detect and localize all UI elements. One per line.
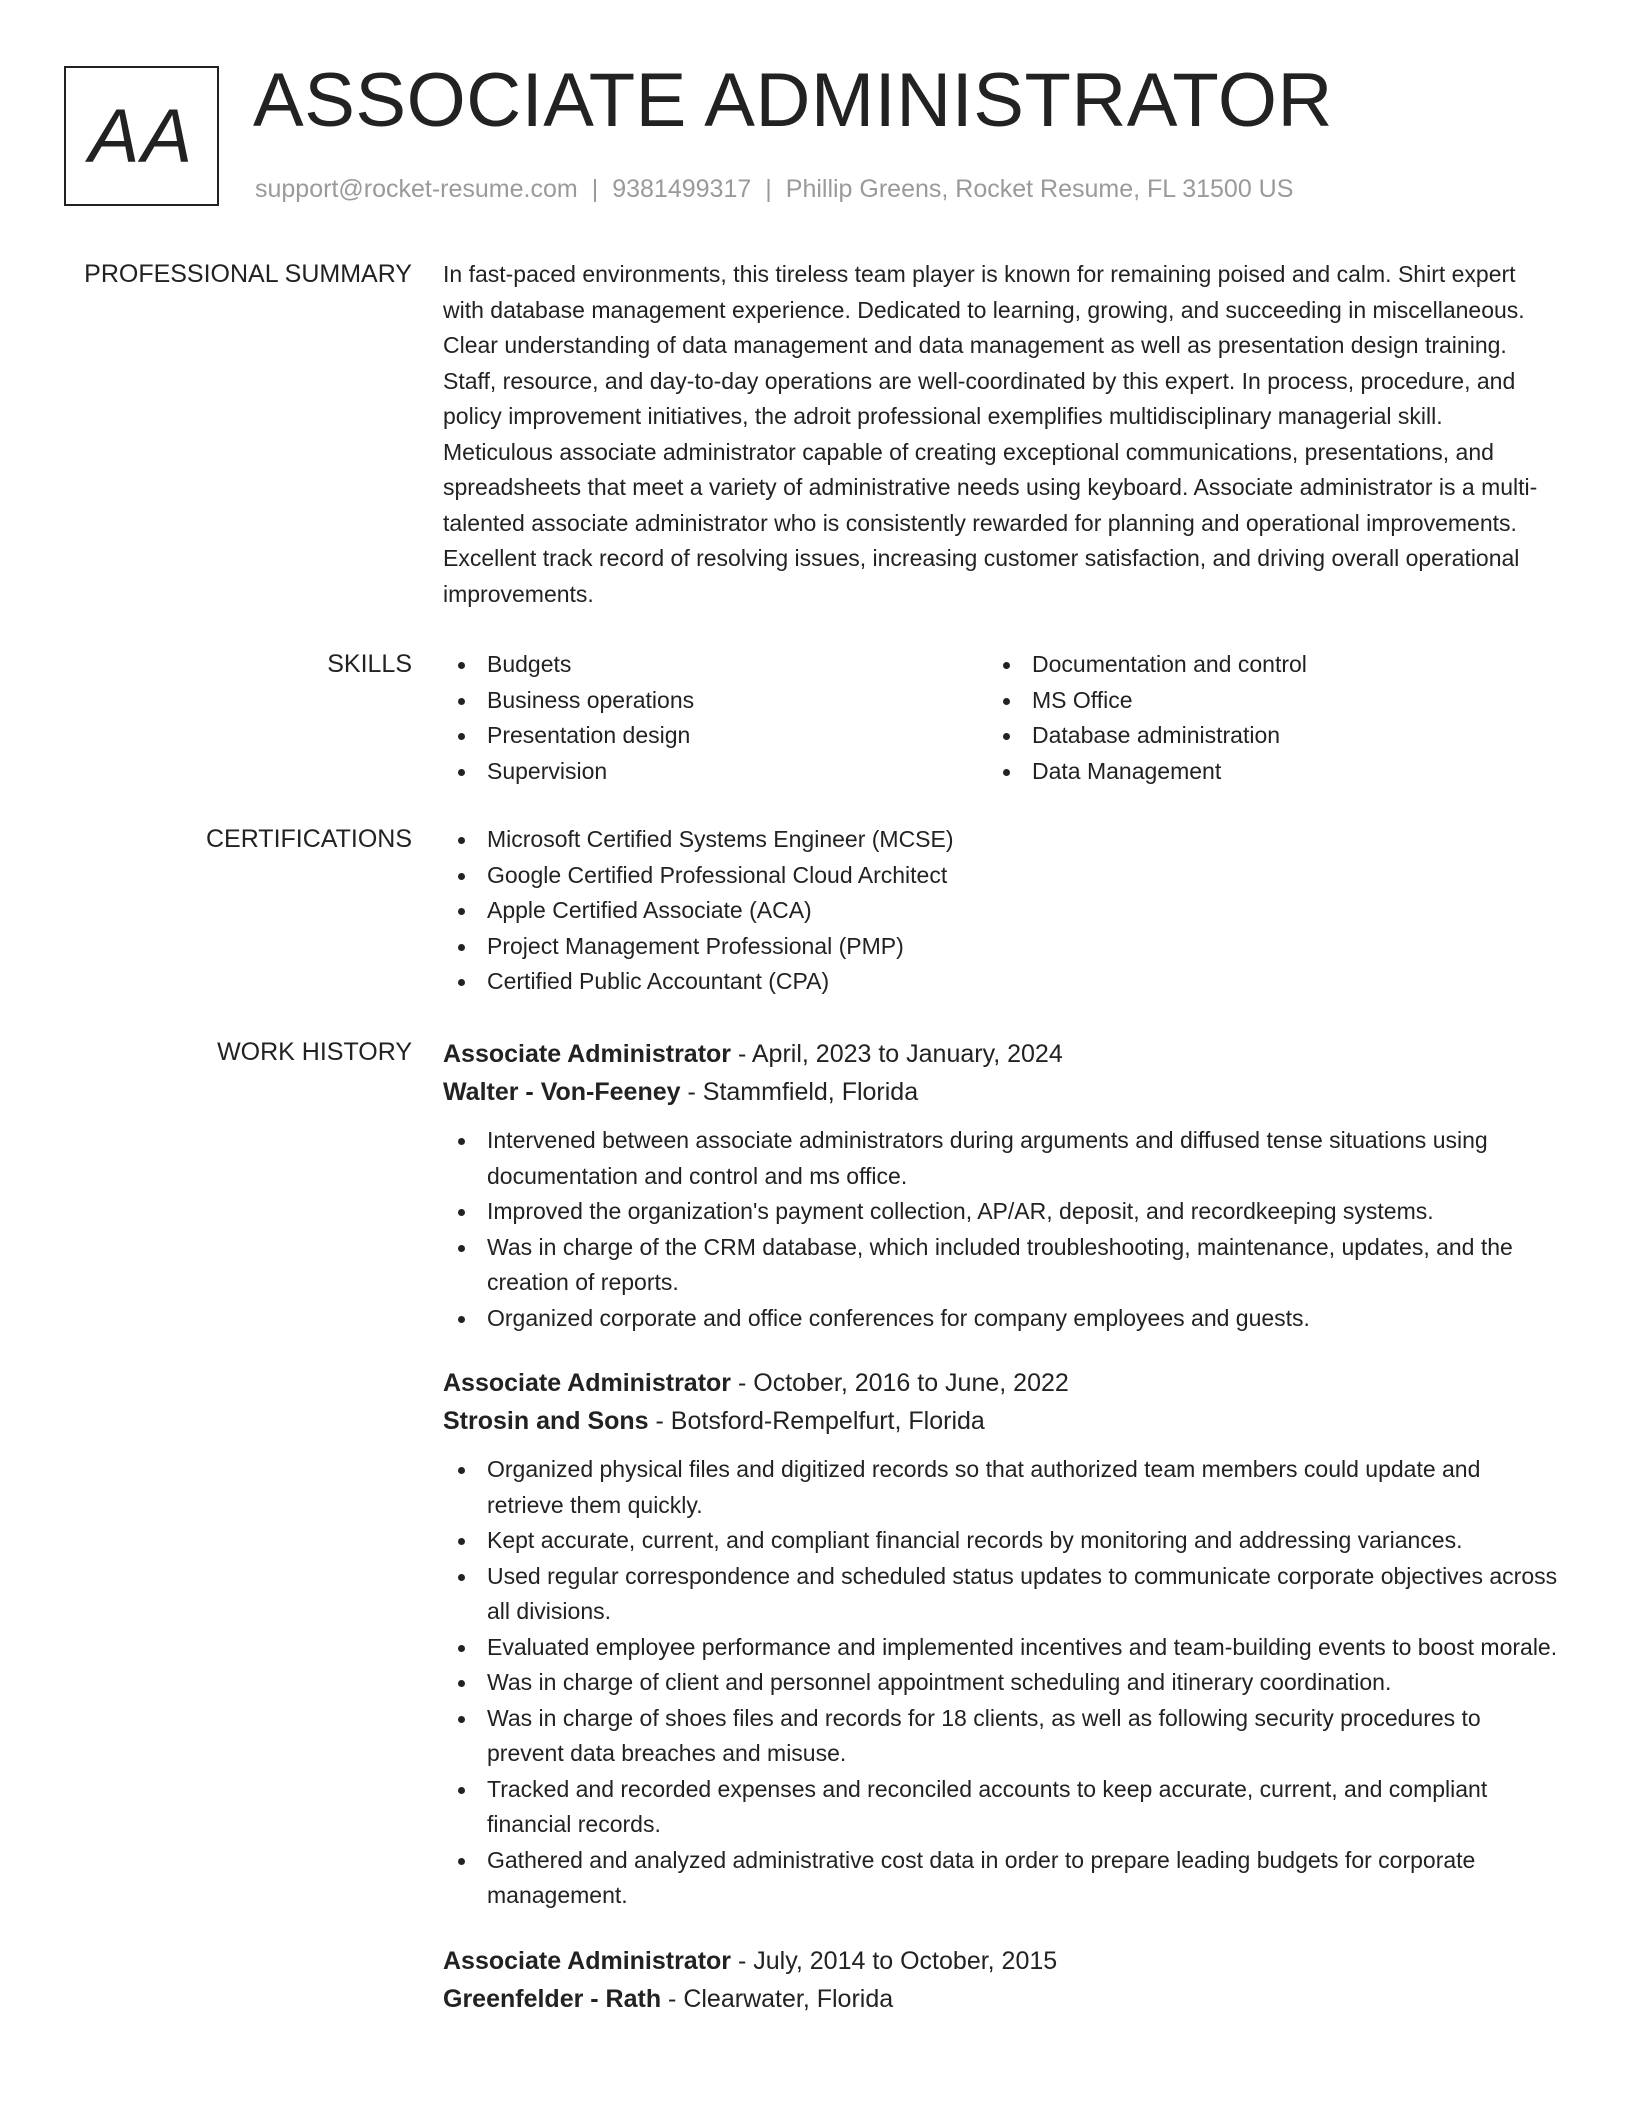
contact-separator: |	[591, 175, 599, 203]
job-company-line	[443, 1402, 1558, 1440]
skills-heading: SKILLS	[327, 650, 412, 678]
certification-item: Apple Certified Associate (ACA)	[443, 893, 1558, 929]
job-entry	[443, 1035, 1558, 1336]
job-duty: Organized physical files and digitized records so that authorized team members could update and retrieve them quickly.	[443, 1452, 1558, 1523]
job-duty: Used regular correspondence and scheduled status updates to communicate corporate objectives across all divisions.	[443, 1559, 1558, 1630]
job-entry	[443, 1364, 1558, 1914]
job-title: Associate Administrator	[443, 1369, 732, 1397]
certification-item: Project Management Professional (PMP)	[443, 929, 1558, 965]
job-entry	[443, 1942, 1558, 2018]
skill-item: Database administration	[988, 718, 1533, 754]
job-duty: Tracked and recorded expenses and reconciled accounts to keep accurate, current, and compliant financial records.	[443, 1772, 1558, 1843]
job-duties-list	[443, 1123, 1558, 1336]
skill-item: MS Office	[988, 683, 1533, 719]
contact-line	[255, 173, 1293, 205]
contact-phone[interactable]: 9381499317	[612, 175, 752, 203]
skills-grid	[443, 647, 1558, 789]
job-duty: Was in charge of client and personnel appointment scheduling and itinerary coordination.	[443, 1665, 1558, 1701]
skill-item: Business operations	[443, 683, 988, 719]
job-duty: Organized corporate and office conferences for company employees and guests.	[443, 1301, 1558, 1337]
skills-list-left	[443, 647, 988, 789]
job-title: Associate Administrator	[443, 1946, 732, 1975]
certification-item: Certified Public Accountant (CPA)	[443, 964, 1558, 1000]
resume-name: ASSOCIATE ADMINISTRATOR	[253, 58, 1333, 143]
job-title-line	[443, 1942, 1558, 1980]
summary-heading: PROFESSIONAL SUMMARY	[84, 260, 412, 288]
job-duty: Was in charge of shoes files and records for 18 clients, as well as following security procedures to prevent data breaches and misuse.	[443, 1701, 1558, 1772]
job-duty: Intervened between associate administrators during arguments and diffused tense situations using documentation and control and ms office.	[443, 1123, 1558, 1194]
summary-body	[443, 257, 1558, 612]
job-duty: Kept accurate, current, and compliant financial records by monitoring and addressing variances.	[443, 1523, 1558, 1559]
contact-address: Phillip Greens, Rocket Resume, FL 31500 US	[785, 175, 1294, 203]
job-location: - Clearwater, Florida	[661, 1984, 894, 2013]
skill-item: Documentation and control	[988, 647, 1533, 683]
job-company: Greenfelder - Rath	[443, 1984, 662, 2013]
job-duty: Was in charge of the CRM database, which included troubleshooting, maintenance, updates, and the creation of reports.	[443, 1230, 1558, 1301]
job-duties-list	[443, 1452, 1558, 1914]
job-duty: Evaluated employee performance and implemented incentives and team-building events to boost morale.	[443, 1630, 1558, 1666]
job-duty: Improved the organization's payment collection, AP/AR, deposit, and recordkeeping systems.	[443, 1194, 1558, 1230]
job-title-line	[443, 1035, 1558, 1073]
certifications-body	[443, 822, 1558, 1000]
job-title: Associate Administrator	[443, 1040, 732, 1068]
contact-separator: |	[765, 175, 772, 203]
job-dates: - April, 2023 to January, 2024	[731, 1040, 1063, 1068]
skill-item: Supervision	[443, 754, 988, 790]
work-history-heading: WORK HISTORY	[217, 1038, 412, 1066]
certification-item: Google Certified Professional Cloud Architect	[443, 858, 1558, 894]
skills-body	[443, 647, 1558, 789]
job-company: Strosin and Sons	[443, 1407, 649, 1435]
job-dates: - July, 2014 to October, 2015	[731, 1946, 1058, 1975]
job-title-line	[443, 1364, 1558, 1402]
summary-text: In fast-paced environments, this tireless team player is known for remaining poised and calm. Shirt expert with database management experience. Dedicated to learning, growing, and succeeding in miscellaneous. Clear understanding of data management and data management as well as presentation design training. Staff, resource, and day-to-day operations are well-coordinated by this expert. In process, procedure, and policy improvement initiatives, the adroit professional exemplifies multidisciplinary managerial skill. Meticulous associate administrator capable of creating exceptional communications, presentations, and spreadsheets that meet a variety of administrative needs using keyboard. Associate administrator is a multi-talented associate administrator who is consistently rewarded for planning and operational improvements. Excellent track record of resolving issues, increasing customer satisfaction, and driving overall operational improvements.	[443, 261, 1538, 607]
job-duty: Gathered and analyzed administrative cost data in order to prepare leading budgets for corporate management.	[443, 1843, 1558, 1914]
work-history-body	[443, 1035, 1558, 2046]
skills-list-right	[988, 647, 1533, 789]
job-dates: - October, 2016 to June, 2022	[731, 1369, 1069, 1397]
job-location: - Stammfield, Florida	[680, 1078, 919, 1106]
certifications-list	[443, 822, 1558, 1000]
job-company-line	[443, 1073, 1558, 1111]
job-location: - Botsford-Rempelfurt, Florida	[648, 1407, 985, 1435]
contact-email[interactable]: support@rocket-resume.com	[255, 175, 578, 203]
job-company: Walter - Von-Feeney	[443, 1078, 681, 1106]
skill-item: Presentation design	[443, 718, 988, 754]
certification-item: Microsoft Certified Systems Engineer (MCSE)	[443, 822, 1558, 858]
skill-item: Budgets	[443, 647, 988, 683]
job-company-line	[443, 1980, 1558, 2018]
skill-item: Data Management	[988, 754, 1533, 790]
monogram-logo: AA	[64, 66, 219, 206]
certifications-heading: CERTIFICATIONS	[205, 825, 412, 853]
